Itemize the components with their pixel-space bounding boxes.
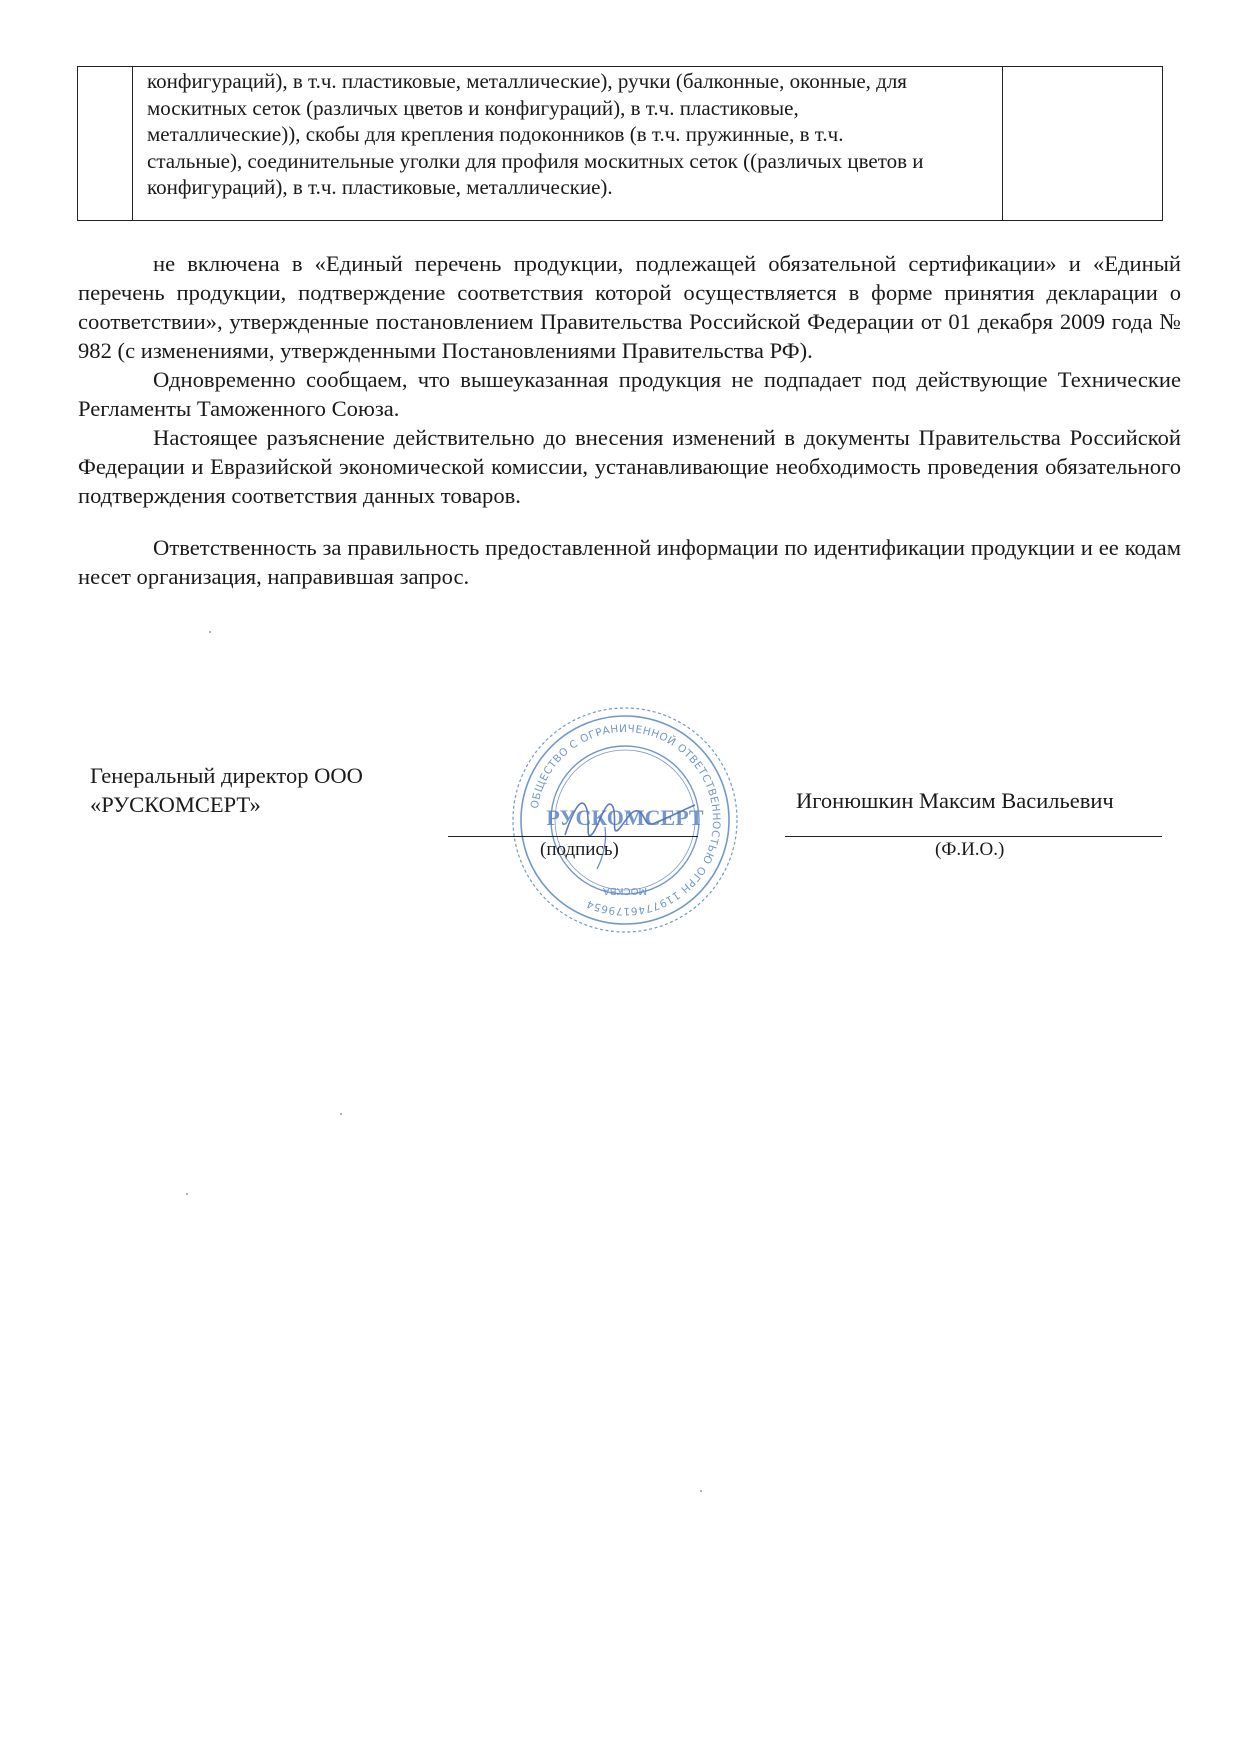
table-line: конфигураций), в т.ч. пластиковые, металлические). (147, 175, 613, 199)
paragraph-responsibility: Ответственность за правильность предоставленной информации по идентификации продукции и ее кодам несет организация, направившая запрос. (78, 535, 1181, 589)
product-table-fragment (77, 66, 1163, 221)
stamp-center-text: РУСКОМСЕРТ (546, 805, 704, 830)
scan-speck (700, 1490, 702, 1492)
table-line: москитных сеток (различых цветов и конфигураций), в т.ч. пластиковые, (147, 95, 799, 120)
stamp-ring-text: ОБЩЕСТВО С ОГРАНИЧЕННОЙ ОТВЕТСТВЕННОСТЬЮ ОГРН 1197746179654 (528, 722, 723, 918)
stamp-bottom-text: МОСКВА (602, 885, 648, 896)
paragraph-not-included: не включена в «Единый перечень продукции, подлежащей обязательной сертификации» и «Единый перечень продукции, подтверждение соответствия которой осуществляется в форме принятия декларации о соответствии», утвержденные постановлением Правительства Российской Федерации от 01 декабря 2009 года № 982 (с изменениями, утвержденными Постановлениями Правительства РФ). (78, 251, 1181, 363)
paragraph-validity: Настоящее разъяснение действительно до внесения изменений в документы Правительства Российской Федерации и Евразийской экономической комиссии, устанавливающие необходимость проведения обязательного подтверждения соответствия данных товаров. (78, 425, 1181, 508)
table-line: металлические)), скобы для крепления подоконников (в т.ч. пружинные, в т.ч. (147, 122, 844, 146)
scan-speck (186, 1193, 188, 1195)
signature-line (448, 836, 698, 837)
signatory-title (90, 761, 363, 819)
scan-speck (209, 631, 211, 633)
scan-speck (340, 1113, 342, 1115)
paragraph-technical-regulations: Одновременно сообщаем, что вышеуказанная продукция не подпадает под действующие Технические Регламенты Таможенного Союза. (78, 367, 1181, 421)
table-cell-number (78, 67, 133, 220)
name-caption: (Ф.И.О.) (935, 839, 1005, 860)
responsibility-paragraph-block (78, 533, 1181, 591)
table-line: конфигураций), в т.ч. пластиковые, металлические), ручки (балконные, оконные, для (147, 69, 907, 93)
body-paragraphs (78, 249, 1181, 510)
table-cell-description (133, 67, 1003, 220)
table-cell-code (1003, 67, 1162, 220)
signature-caption: (подпись) (540, 839, 619, 860)
name-line (785, 836, 1162, 837)
table-line: стальные), соединительные уголки для профиля москитных сеток ((различых цветов и (147, 148, 924, 173)
signatory-name: Игонюшкин Максим Васильевич (796, 788, 1114, 813)
signatory-title-line2: «РУСКОМСЕРТ» (90, 792, 261, 817)
signatory-title-line1: Генеральный директор ООО (90, 763, 363, 788)
